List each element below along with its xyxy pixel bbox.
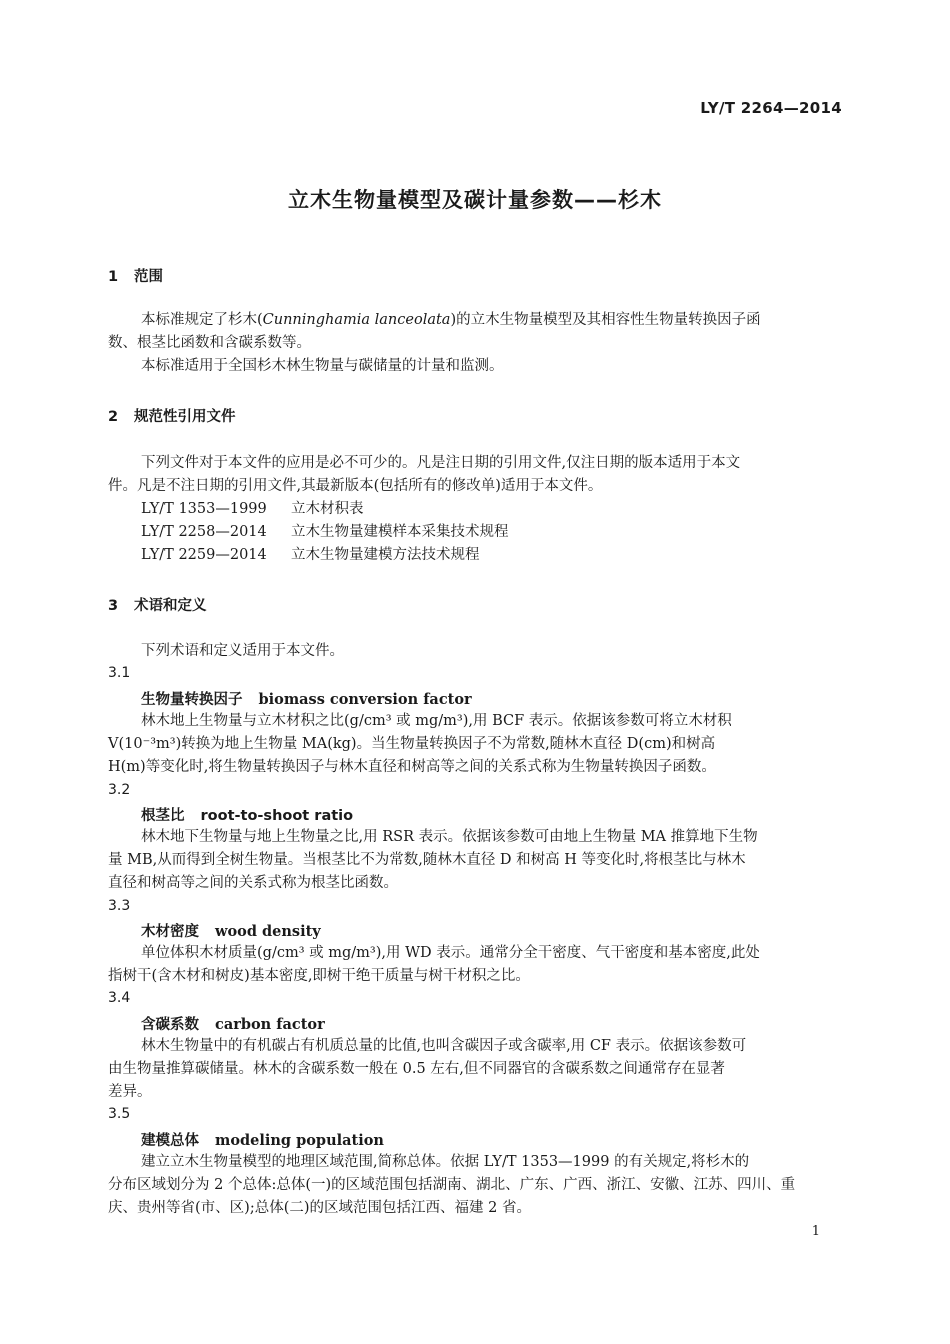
term-zh: 生物量转换因子 [141,692,243,708]
definition-line: V(10⁻³m³)转换为地上生物量 MA(kg)。当生物量转换因子不为常数,随林木直径 D(cm)和树高 [108,736,716,752]
definition-line: 指树干(含木材和树皮)基本密度,即树干绝干质量与树干材积之比。 [108,968,530,984]
section-title: 规范性引用文件 [134,409,236,425]
term-en: modeling population [215,1132,384,1149]
definition-line: 直径和树高等之间的关系式称为根茎比函数。 [108,875,398,891]
definition-line: 单位体积木材质量(g/cm³ 或 mg/m³),用 WD 表示。通常分全干密度、气干密度和基本密度,此处 [141,945,760,961]
section-title: 术语和定义 [134,598,207,614]
reference-item [141,521,509,544]
term-number: 3.1 [108,665,131,681]
scope-text: 本标准规定了杉木( [141,312,263,328]
term-number: 3.3 [108,898,131,914]
scope-paragraph-line1 [141,309,761,332]
term-en: root-to-shoot ratio [200,808,354,824]
reference-code: LY/T 2258—2014 [141,524,267,540]
definition-line: 量 MB,从而得到全树生物量。当根茎比不为常数,随林木直径 D 和树高 H 等变化时,将根茎比与林木 [108,852,746,868]
scope-paragraph-2: 本标准适用于全国杉木林生物量与碳储量的计量和监测。 [141,358,504,374]
term-zh: 建模总体 [141,1133,199,1149]
document-title: 立木生物量模型及碳计量参数——杉木 [288,188,662,212]
section-heading-scope [108,265,163,286]
page-number: 1 [811,1224,820,1239]
definition-line: 林木生物量中的有机碳占有机质总量的比值,也叫含碳因子或含碳率,用 CF 表示。依据该参数可 [141,1038,747,1054]
section-heading-terms [108,594,207,615]
definition-line: 差异。 [108,1084,152,1100]
section-number: 1 [108,269,119,285]
term-number: 3.5 [108,1106,131,1122]
section-title: 范围 [134,269,163,285]
term-en: biomass conversion factor [258,691,472,708]
reference-title: 立木生物量建模样本采集技术规程 [291,524,509,540]
standard-code: LY/T 2264—2014 [700,99,842,117]
term-heading [141,1013,325,1034]
term-heading [141,688,472,709]
term-heading [141,920,321,941]
reference-code: LY/T 2259—2014 [141,547,267,563]
reference-title: 立木生物量建模方法技术规程 [291,547,480,563]
term-number: 3.4 [108,990,131,1006]
term-zh: 含碳系数 [141,1017,199,1033]
reference-item [141,498,364,521]
normative-intro-line1: 下列文件对于本文件的应用是必不可少的。凡是注日期的引用文件,仅注日期的版本适用于本文 [141,455,741,471]
normative-intro-line2: 件。凡是不注日期的引用文件,其最新版本(包括所有的修改单)适用于本文件。 [108,478,603,494]
scope-paragraph-line2: 数、根茎比函数和含碳系数等。 [108,335,311,351]
definition-line: 林木地下生物量与地上生物量之比,用 RSR 表示。依据该参数可由地上生物量 MA 推算地下生物 [141,829,758,845]
term-heading [141,804,353,825]
scope-text: )的立木生物量模型及其相容性生物量转换因子函 [450,312,761,328]
reference-item [141,544,480,567]
section-number: 2 [108,409,119,425]
definition-line: 林木地上生物量与立木材积之比(g/cm³ 或 mg/m³),用 BCF 表示。依据该参数可将立木材积 [141,713,732,729]
species-name: Cunninghamia lanceolata [262,312,451,328]
term-heading [141,1129,384,1150]
term-en: wood density [215,923,321,940]
section-number: 3 [108,598,119,614]
term-en: carbon factor [215,1016,325,1033]
section-heading-normative [108,405,236,426]
definition-line: 分布区域划分为 2 个总体:总体(一)的区域范围包括湖南、湖北、广东、广西、浙江、安徽、江苏、四川、重 [108,1177,796,1193]
term-zh: 木材密度 [141,924,199,940]
term-zh: 根茎比 [141,808,185,824]
definition-line: 建立立木生物量模型的地理区域范围,简称总体。依据 LY/T 1353—1999 的有关规定,将杉木的 [141,1154,750,1170]
definition-line: 由生物量推算碳储量。林木的含碳系数一般在 0.5 左右,但不同器官的含碳系数之间通常存在显著 [108,1061,725,1077]
term-number: 3.2 [108,782,131,798]
reference-code: LY/T 1353—1999 [141,501,267,517]
definition-line: H(m)等变化时,将生物量转换因子与林木直径和树高等之间的关系式称为生物量转换因子函数。 [108,759,716,775]
definition-line: 庆、贵州等省(市、区);总体(二)的区域范围包括江西、福建 2 省。 [108,1200,531,1216]
terms-intro: 下列术语和定义适用于本文件。 [141,643,344,659]
reference-title: 立木材积表 [291,501,364,517]
